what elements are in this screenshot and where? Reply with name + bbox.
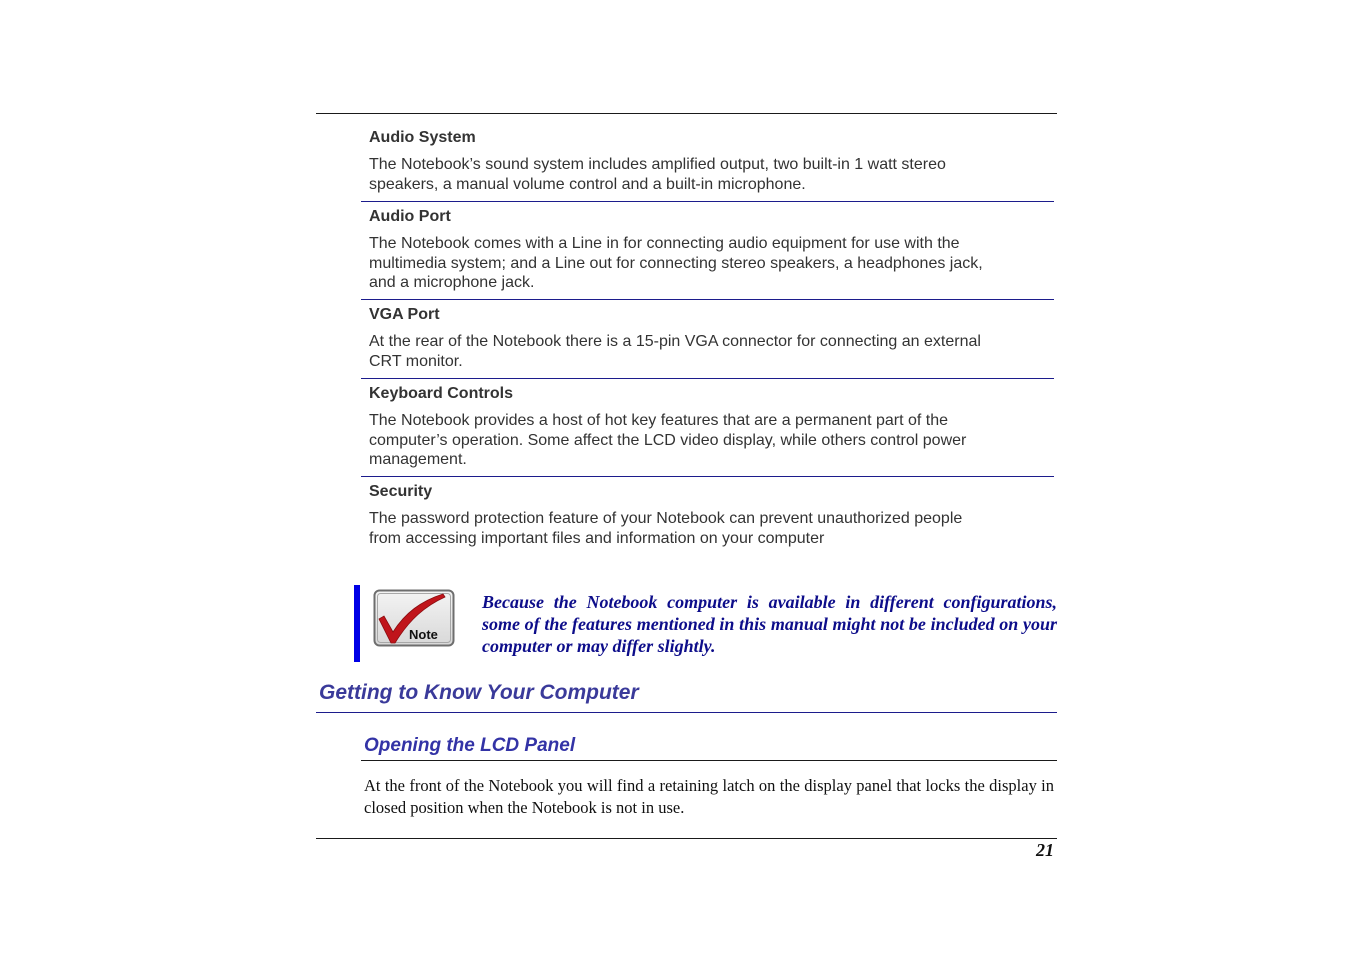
feature-divider: [361, 201, 1054, 202]
section-title: Getting to Know Your Computer: [319, 681, 639, 704]
feature-audio-system: [369, 128, 1054, 194]
feature-security: [369, 482, 1054, 548]
note-icon-label: Note: [409, 627, 438, 642]
feature-divider: [361, 378, 1054, 379]
feature-description: The Notebook’s sound system includes amplified output, two built-in 1 watt stereo speakers, a manual volume control and a built-in microphone.: [369, 156, 946, 193]
feature-description: At the rear of the Notebook there is a 15-pin VGA connector for connecting an external CRT monitor.: [369, 333, 981, 370]
header-rule: [316, 113, 1057, 114]
note-accent-bar: [354, 585, 360, 662]
feature-vga-port: [369, 305, 1054, 371]
note-text: Because the Notebook computer is available in different configurations, some of the features mentioned in this manual might not be included on your computer or may differ slightly.: [482, 592, 1057, 656]
feature-description: The Notebook provides a host of hot key features that are a permanent part of the computer’s operation. Some affect the LCD video display, while others control power management.: [369, 412, 967, 468]
feature-keyboard-controls: [369, 384, 1054, 470]
subsection-title: Opening the LCD Panel: [364, 735, 576, 756]
subsection-body: At the front of the Notebook you will find a retaining latch on the display panel that locks the display in closed position when the Notebook is not in use.: [364, 776, 1054, 817]
section-rule: [316, 712, 1057, 713]
note-check-icon: [373, 589, 455, 647]
feature-title: Keyboard Controls: [369, 385, 514, 402]
feature-title: Audio Port: [369, 208, 451, 225]
feature-divider: [361, 299, 1054, 300]
feature-audio-port: [369, 207, 1054, 293]
subsection-rule: [361, 760, 1057, 761]
feature-description: The Notebook comes with a Line in for connecting audio equipment for use with the multimedia system; and a Line out for connecting stereo speakers, a headphones jack, and a microphone jack.: [369, 235, 983, 291]
feature-divider: [361, 476, 1054, 477]
page-number: 21: [1036, 840, 1054, 860]
feature-title: Audio System: [369, 129, 476, 146]
footer-rule: [316, 838, 1057, 839]
feature-title: Security: [369, 483, 433, 500]
feature-title: VGA Port: [369, 306, 440, 323]
feature-description: The password protection feature of your Notebook can prevent unauthorized people from accessing important files and information on your computer: [369, 510, 963, 547]
